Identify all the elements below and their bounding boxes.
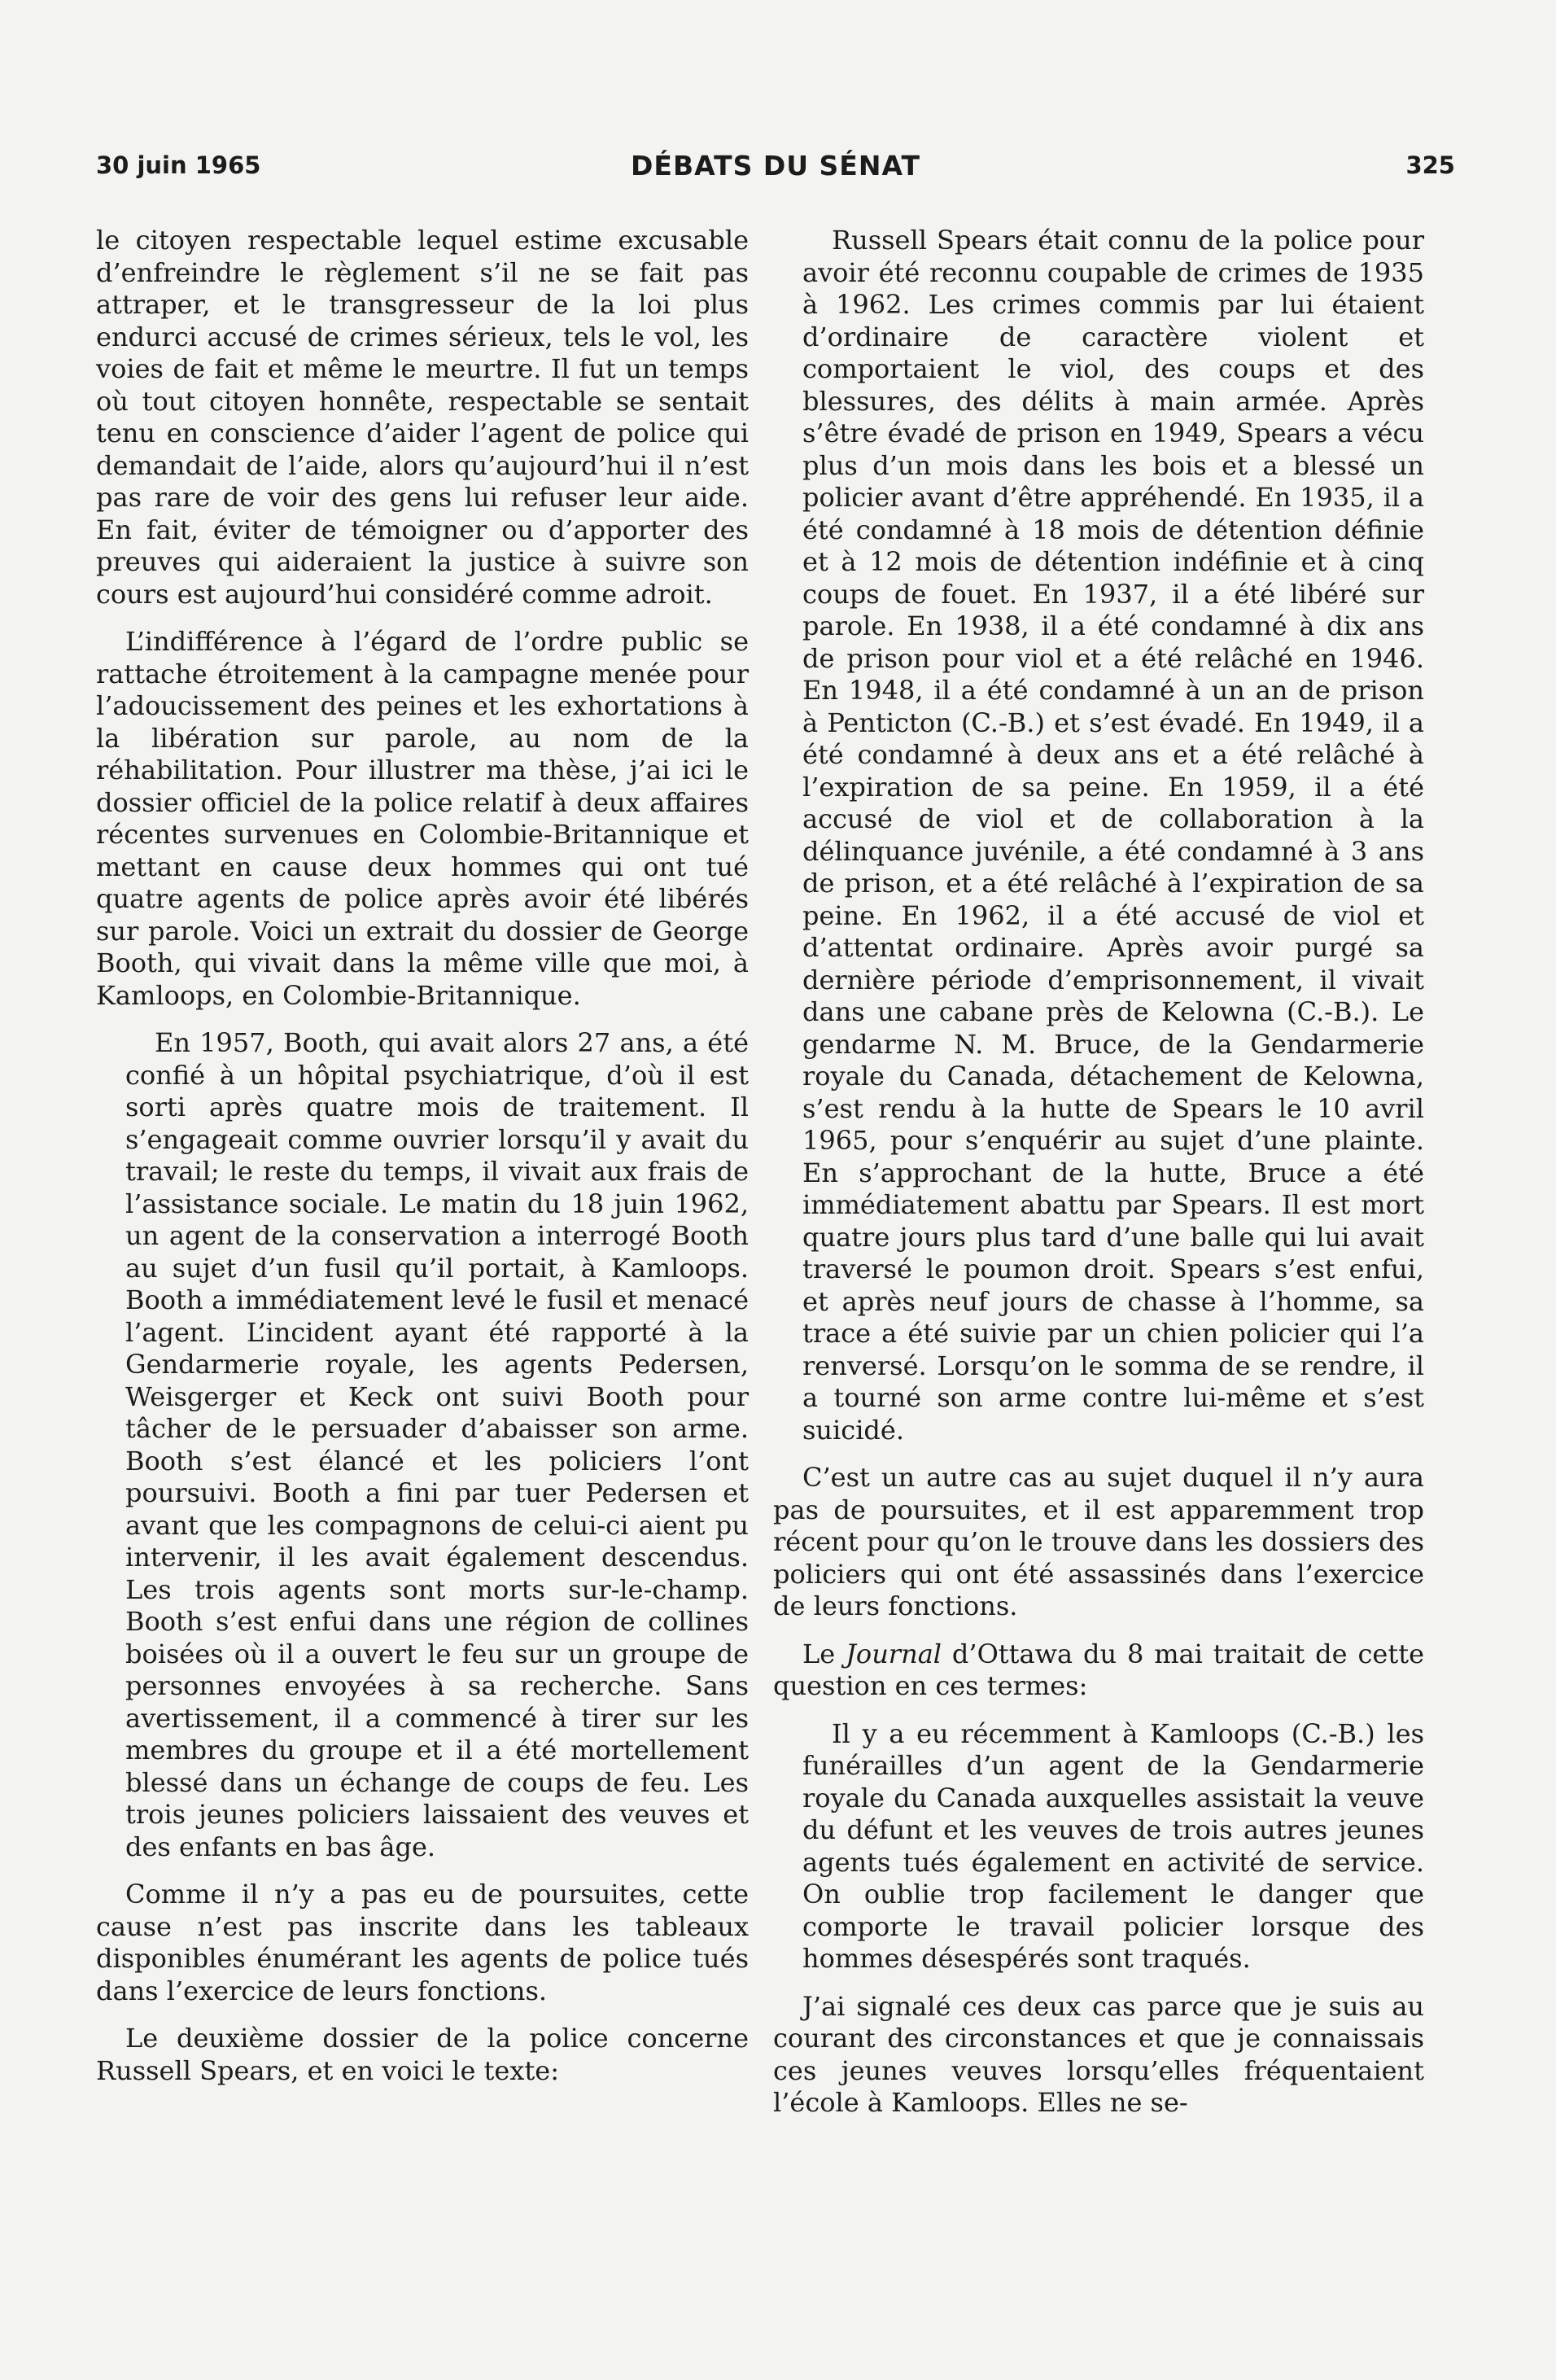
paragraph-indifference: L’indifférence à l’égard de l’ordre public se rattache étroitement à la campagne menée pour l’adoucissement des peines et les exhortations à la libération sur parole, au nom de la réhabilitation. Pour illustrer ma thèse, j’ai ici le dossier officiel de la police relatif à deux affaires récentes survenues en Colombie-Britannique et mettant en cause deux hommes qui ont tué quatre agents de police après avoir été libérés sur parole. Voici un extrait du dossier de George Booth, qui vivait dans la même ville que moi, à Kamloops, en Colombie-Britannique. bbox=[96, 626, 749, 1011]
journal-quote-text: Il y a eu récemment à Kamloops (C.-B.) les funérailles d’un agent de la Gendarmerie royale du Canada auxquelles assistait la veuve du défunt et les veuves de trois autres jeunes agents tués également en activité de service. On oublie trop facilement le danger que comporte le travail policier lorsque des hommes désespérés sont traqués. bbox=[802, 1717, 1424, 1974]
journal-title: Journal bbox=[846, 1638, 942, 1669]
page-header bbox=[96, 151, 1455, 200]
paragraph-journal bbox=[773, 1638, 1424, 1703]
paragraph-another-case: C’est un autre cas au sujet duquel il n’y aura pas de poursuites, et il est apparemment trop récent pour qu’on le trouve dans les dossiers des policiers qui ont été assassinés dans l’exercice de leurs fonctions. bbox=[773, 1462, 1424, 1621]
paragraph-no-prosecution: Comme il n’y a pas eu de poursuites, cette cause n’est pas inscrite dans les tableaux disponibles énumérant les agents de police tués dans l’exercice de leurs fonctions. bbox=[96, 1879, 749, 2006]
header-date: 30 juin 1965 bbox=[96, 151, 261, 179]
paragraph-continuation: le citoyen respectable lequel estime excusable d’enfreindre le règlement s’il ne se fait pas attraper, et le transgresseur de la loi plus endurci accusé de crimes sérieux, tels le vol, les voies de fait et même le meurtre. Il fut un temps où tout citoyen honnête, respectable se sentait tenu en conscience d’aider l’agent de police qui demandait de l’aide, alors qu’aujourd’hui il n’est pas rare de voir des gens lui refuser leur aide. En fait, éviter de témoigner ou d’apporter des preuves qui aideraient la justice à suivre son cours est aujourd’hui considéré comme adroit. bbox=[96, 225, 749, 610]
spears-record-text: Russell Spears était connu de la police pour avoir été reconnu coupable de crimes de 1935 à 1962. Les crimes commis par lui étaient d’ordinaire de caractère violent et comportaient le viol, des coups et des blessures, des délits à main armée. Après s’être évadé de prison en 1949, Spears a vécu plus d’un mois dans les bois et a blessé un policier avant d’être appréhendé. En 1935, il a été condamné à 18 mois de détention définie et à 12 mois de détention indéfinie et à cinq coups de fouet. En 1937, il a été libéré sur parole. En 1938, il a été condamné à dix ans de prison pour viol et a été relâché en 1946. En 1948, il a été condamné à un an de prison à Penticton (C.-B.) et s’est évadé. En 1949, il a été condamné à deux ans et a été relâché à l’expiration de sa peine. En 1959, il a été accusé de viol et de collaboration à la délinquance juvénile, a été condamné à 3 ans de prison, et a été relâché à l’expiration de sa peine. En 1962, il a été accusé de viol et d’attentat ordinaire. Après avoir purgé sa dernière période d’emprisonnement, il vivait dans une cabane près de Kelowna (C.-B.). Le gendarme N. M. Bruce, de la Gendarmerie royale du Canada, détachement de Kelowna, s’est rendu à la hutte de Spears le 10 avril 1965, pour s’enquérir au sujet d’une plainte. En s’approchant de la hutte, Bruce a été immédiatement abattu par Spears. Il est mort quatre jours plus tard d’une balle qui lui avait traversé le poumon droit. Spears s’est enfui, et après neuf jours de chasse à l’homme, sa trace a été suivie par un chien policier qui l’a renversé. Lorsqu’on le somma de se rendre, il a tourné son arme contre lui-même et s’est suicidé. bbox=[802, 225, 1424, 1446]
spears-record-quote bbox=[773, 225, 1424, 1446]
page-number: 325 bbox=[1405, 151, 1455, 179]
journal-quote bbox=[773, 1718, 1424, 1975]
left-column bbox=[96, 225, 749, 2102]
paragraph-signaled: J’ai signalé ces deux cas parce que je suis au courant des circonstances et que je connaissais ces jeunes veuves lorsqu’elles fréquentaient l’école à Kamloops. Elles ne se- bbox=[773, 1990, 1424, 2118]
booth-record-quote bbox=[96, 1027, 749, 1863]
booth-record-text: En 1957, Booth, qui avait alors 27 ans, a été confié à un hôpital psychiatrique, d’où il est sorti après quatre mois de traitement. Il s’engageait comme ouvrier lorsqu’il y avait du travail; le reste du temps, il vivait aux frais de l’assistance sociale. Le matin du 18 juin 1962, un agent de la conservation a interrogé Booth au sujet d’un fusil qu’il portait, à Kamloops. Booth a immédiatement levé le fusil et menacé l’agent. L’incident ayant été rapporté à la Gendarmerie royale, les agents Pedersen, Weisgerger et Keck ont suivi Booth pour tâcher de le persuader d’abaisser son arme. Booth s’est élancé et les policiers l’ont poursuivi. Booth a fini par tuer Pedersen et avant que les compagnons de celui-ci aient pu intervenir, il les avait également descendus. Les trois agents sont morts sur-le-champ. Booth s’est enfui dans une région de collines boisées où il a ouvert le feu sur un groupe de personnes envoyées à sa recherche. Sans avertissement, il a commencé à tirer sur les membres du groupe et il a été mortellement blessé dans un échange de coups de feu. Les trois jeunes policiers laissaient des veuves et des enfants en bas âge. bbox=[125, 1027, 749, 1862]
journal-intro: Le bbox=[802, 1638, 846, 1669]
journal-rest: d’Ottawa du 8 mai traitait de cette question en ces termes: bbox=[773, 1638, 1425, 1701]
header-title: DÉBATS DU SÉNAT bbox=[631, 150, 920, 182]
right-column bbox=[773, 225, 1424, 2135]
paragraph-second-record: Le deuxième dossier de la police concerne Russell Spears, et en voici le texte: bbox=[96, 2023, 749, 2086]
